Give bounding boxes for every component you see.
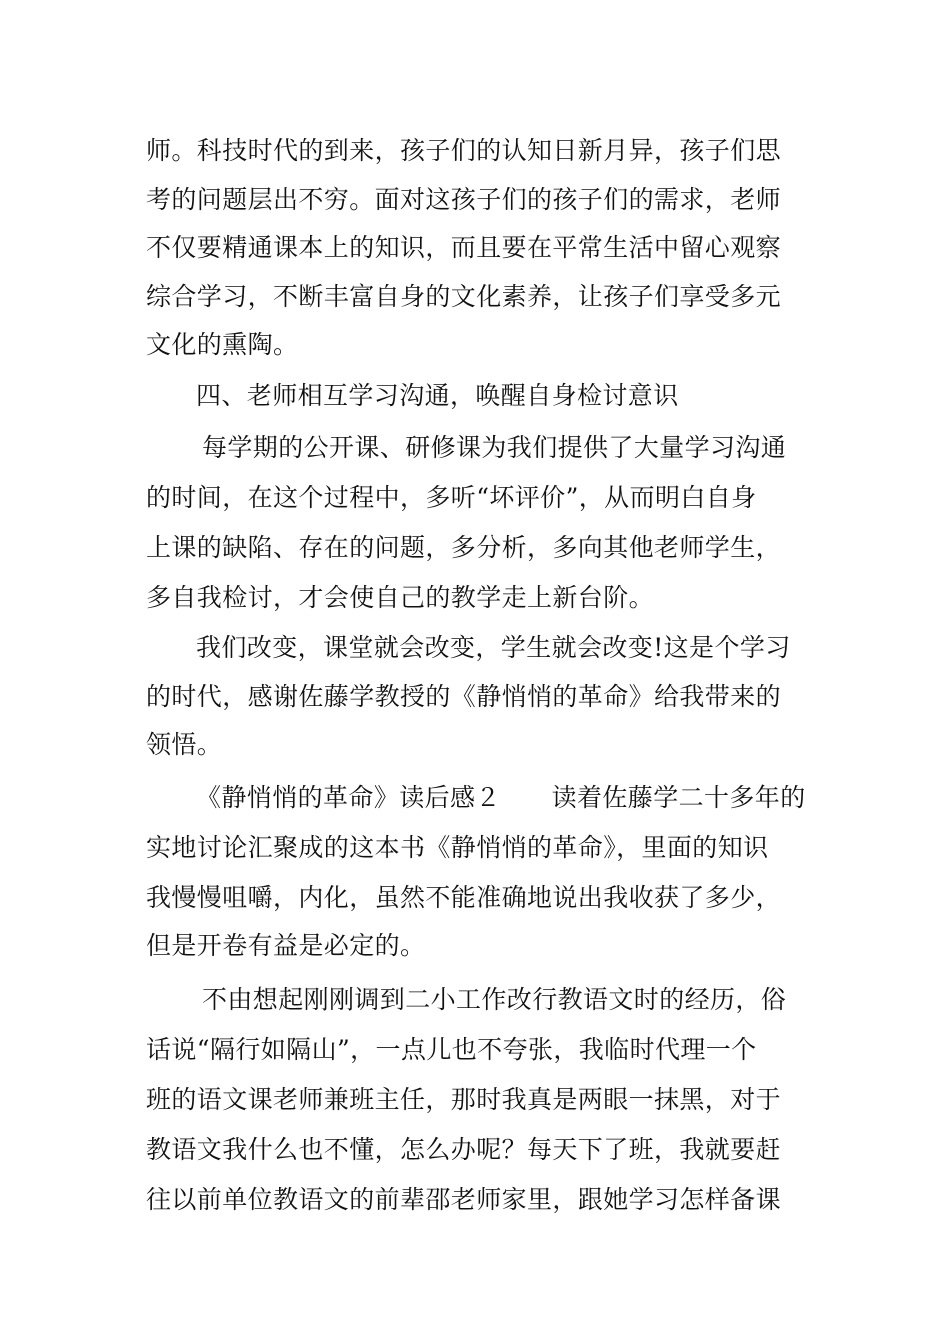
text-line-1: 师。科技时代的到来，孩子们的认知日新月异，孩子们思 xyxy=(146,136,782,165)
text-line-12: 的时代，感谢佐藤学教授的《静悄悄的革命》给我带来的 xyxy=(146,682,782,711)
text-line-21: 教语文我什么也不懂，怎么办呢？每天下了班，我就要赶 xyxy=(146,1135,782,1164)
text-line-2: 考的问题层出不穷。面对这孩子们的孩子们的需求，老师 xyxy=(146,185,782,214)
text-line-15: 实地讨论汇聚成的这本书《静悄悄的革命》，里面的知识 xyxy=(146,833,769,862)
text-line-22: 往以前单位教语文的前辈邵老师家里，跟她学习怎样备课 xyxy=(146,1185,782,1214)
text-line-10: 多自我检讨，才会使自己的教学走上新台阶。 xyxy=(146,583,655,612)
text-line-4: 综合学习，不断丰富自身的文化素养，让孩子们享受多元 xyxy=(146,282,782,311)
text-line-17: 但是开卷有益是必定的。 xyxy=(146,931,426,960)
text-line-9: 上课的缺陷、存在的问题，多分析，多向其他老师学生， xyxy=(146,533,782,562)
section-heading: 四、老师相互学习沟通，唤醒自身检讨意识 xyxy=(196,381,679,410)
text-line-18: 不由想起刚刚调到二小工作改行教语文时的经历，俗 xyxy=(202,985,787,1014)
text-line-8: 的时间，在这个过程中，多听“坏评价”，从而明白自身 xyxy=(146,483,757,512)
article-title-line: 《静悄悄的革命》读后感２ 读着佐藤学二十多年的 xyxy=(196,783,806,812)
text-line-3: 不仅要精通课本上的知识，而且要在平常生活中留心观察 xyxy=(146,233,782,262)
text-line-19: 话说“隔行如隔山”，一点儿也不夸张，我临时代理一个 xyxy=(146,1035,757,1064)
text-line-7: 每学期的公开课、研修课为我们提供了大量学习沟通 xyxy=(202,433,787,462)
text-line-20: 班的语文课老师兼班主任，那时我真是两眼一抹黑，对于 xyxy=(146,1085,782,1114)
text-line-16: 我慢慢咀嚼，内化，虽然不能准确地说出我收获了多少， xyxy=(146,883,782,912)
text-line-13: 领悟。 xyxy=(146,730,223,759)
text-line-11: 我们改变，课堂就会改变，学生就会改变!这是个学习 xyxy=(196,633,791,662)
text-line-5: 文化的熏陶。 xyxy=(146,330,299,359)
